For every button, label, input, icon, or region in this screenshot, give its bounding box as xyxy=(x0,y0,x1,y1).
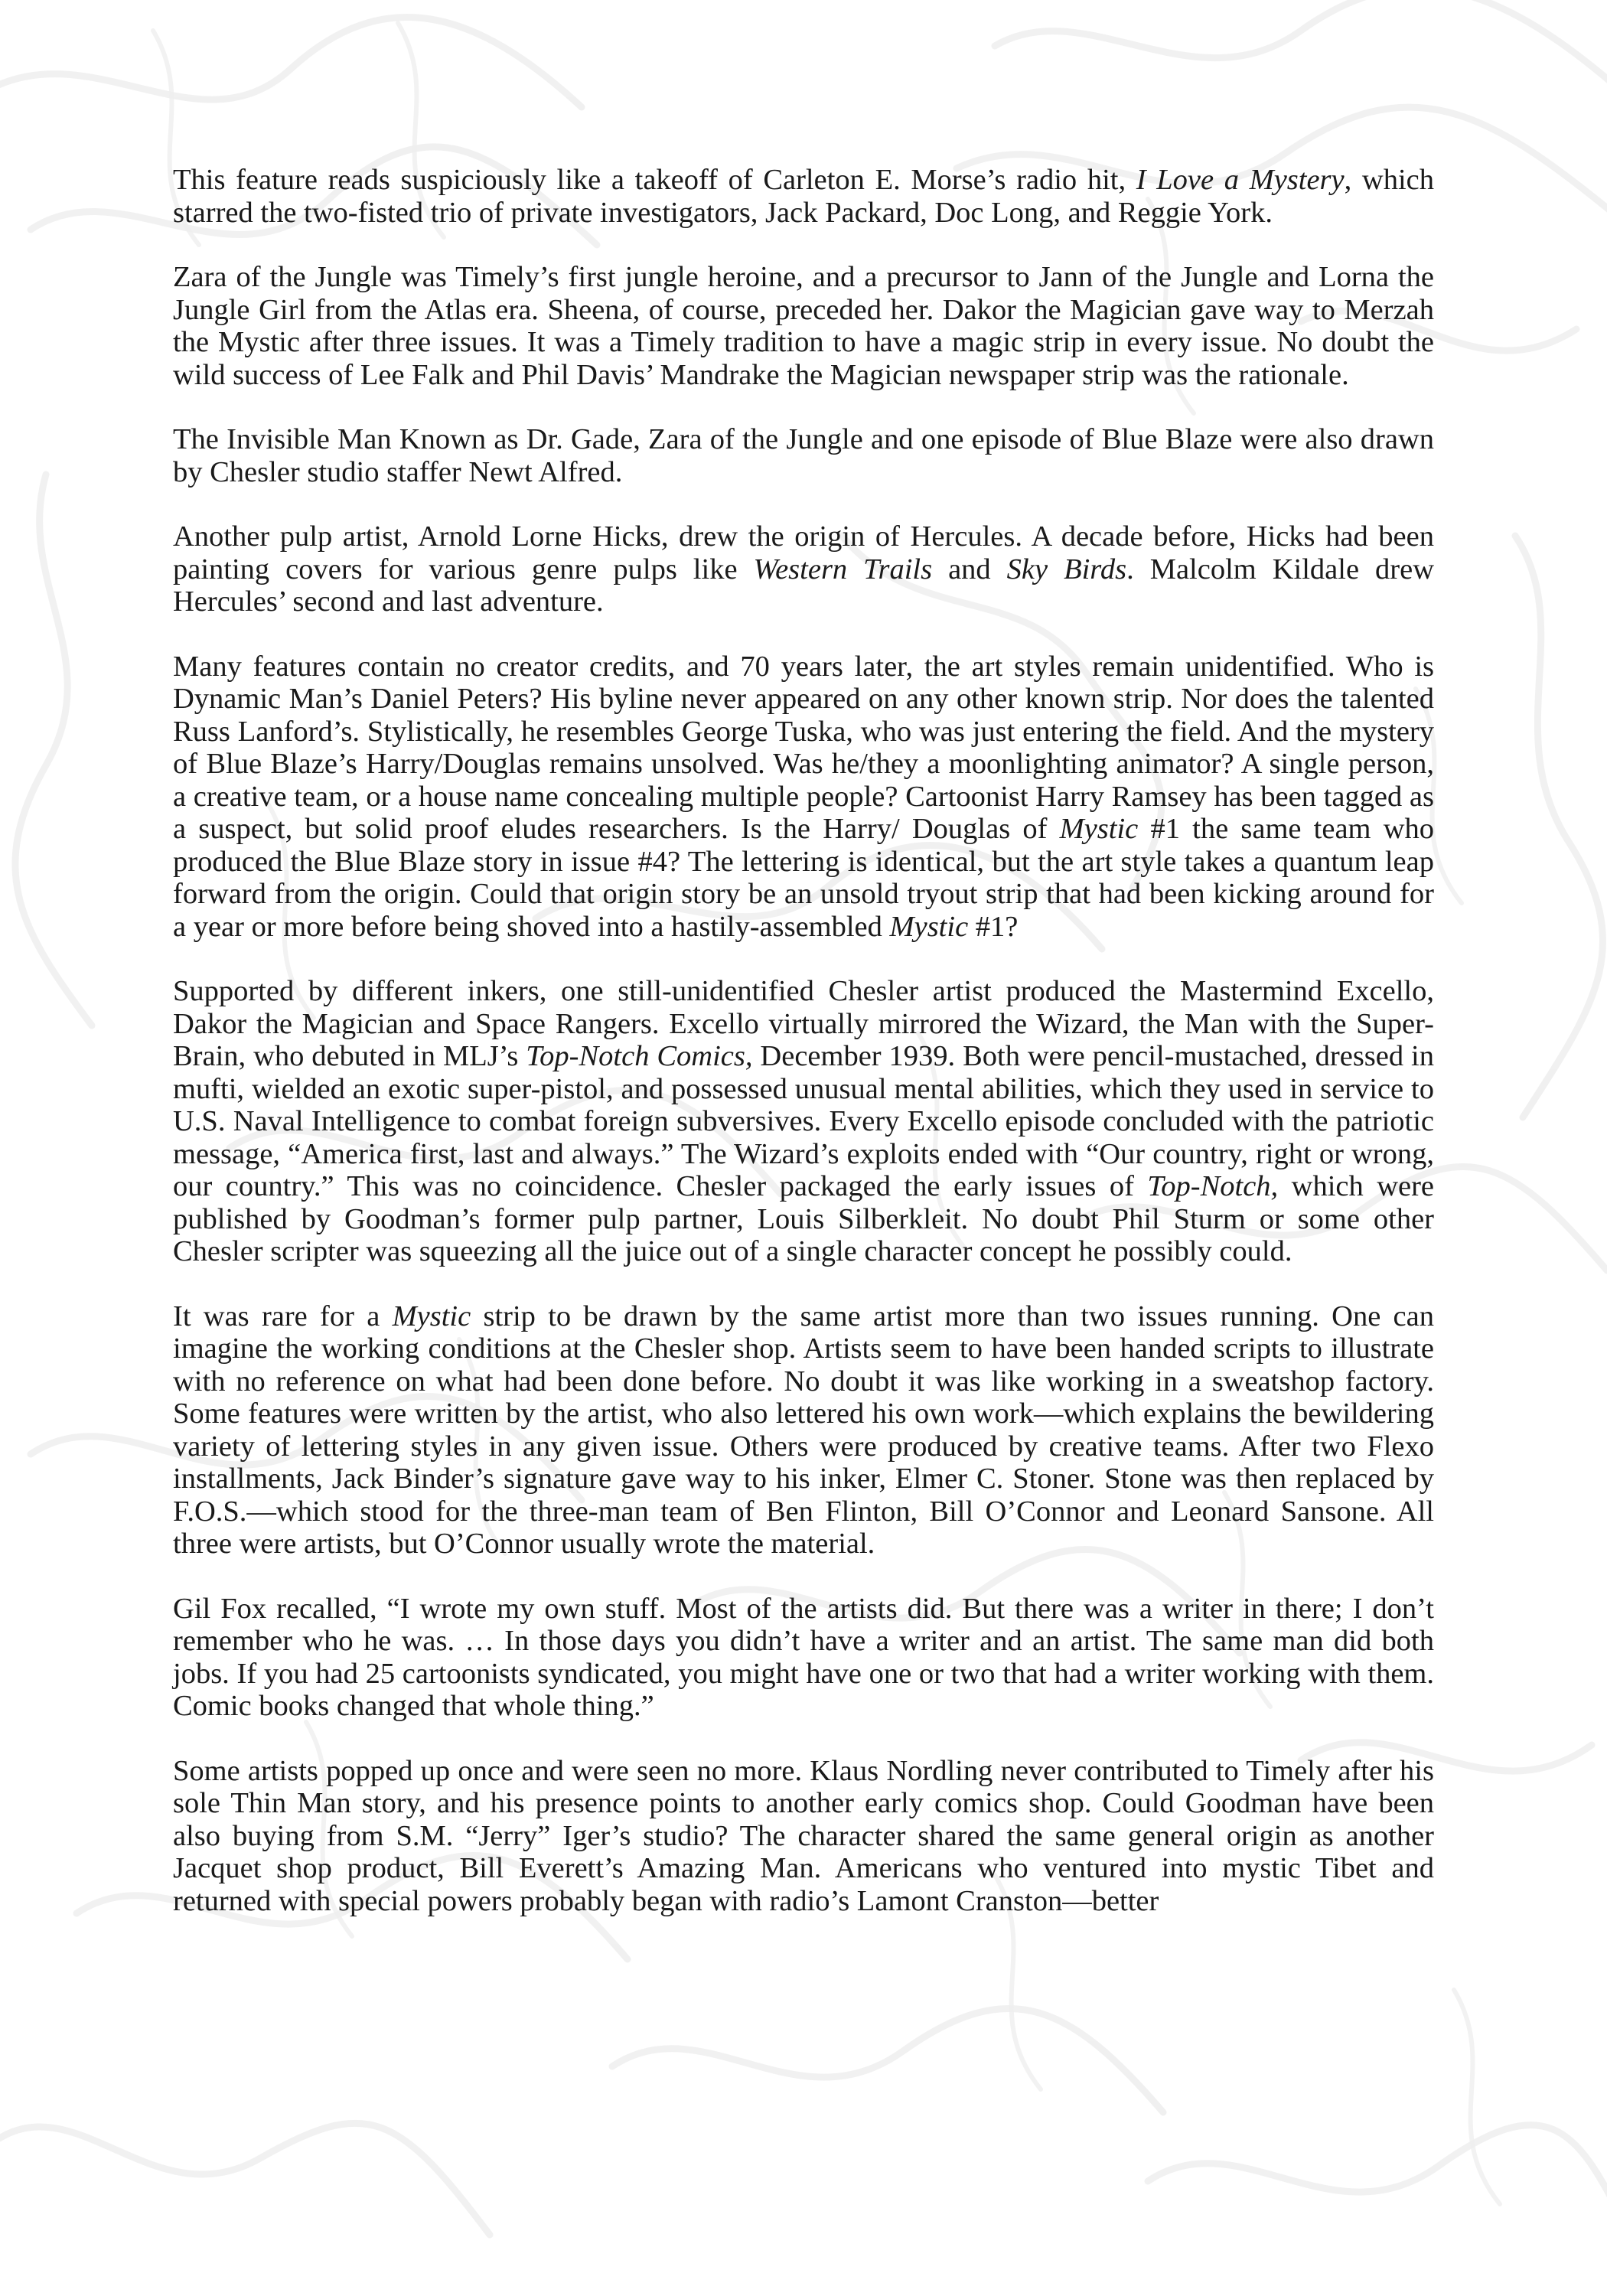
italic-title: Mystic xyxy=(392,1300,471,1332)
text-run: The Invisible Man Known as Dr. Gade, Zara of the Jungle and one episode of Blue Blaze were also drawn by Chesler studio staffer Newt Alfred. xyxy=(173,423,1434,488)
text-run: This feature reads suspiciously like a takeoff of Carleton E. Morse’s radio hit, xyxy=(173,164,1136,196)
italic-title: I Love a Mystery xyxy=(1136,164,1345,196)
text-run: Supported by different inkers, one still-unidentified Chesler artist produced the Mastermind Excello, Dakor the Magician and Space Rangers. Excello virtually mirrored the Wizard, the Man with the Super-Brain, who debuted in MLJ’s xyxy=(173,975,1434,1072)
italic-title: Sky Birds xyxy=(1006,553,1127,585)
text-run: Many features contain no creator credits, and 70 years later, the art styles remain unidentified. Who is Dynamic Man’s Daniel Peters? His byline never appeared on any other known strip. Nor does the talented Russ Lanford’s. Stylistically, he resembles George Tuska, who was just entering the field. And the mystery of Blue Blaze’s Harry/Douglas remains unsolved. Was he/they a moonlighting animator? A single person, a creative team, or a house name concealing multiple people? Cartoonist Harry Ramsey has been tagged as a suspect, but solid proof eludes researchers. Is the Harry/ Douglas of xyxy=(173,650,1434,845)
text-run: . Malcolm Kildale drew Hercules’ second and last adventure. xyxy=(173,553,1435,618)
italic-title: Top-Notch, xyxy=(1147,1170,1279,1202)
paragraph-2 xyxy=(173,261,1434,391)
paragraph-1 xyxy=(173,164,1434,229)
text-run: December 1939. Both were pencil-mustached, dressed in mufti, wielded an exotic super-pistol, and possessed unusual mental abilities, which they used in service to U.S. Naval Intelligence to combat foreign subversives. Every Excello episode concluded with the patriotic message, “America first, last and always.” The Wizard’s exploits ended with “Our country, right or wrong, our country.” This was no coincidence. Chesler packaged the early issues of xyxy=(173,1040,1434,1202)
italic-title: Western Trails xyxy=(753,553,933,585)
text-run: which were published by Goodman’s former pulp partner, Louis Silberkleit. No doubt Phil Sturm or some other Chesler scripter was squeezing all the juice out of a single character concept he possibly could. xyxy=(173,1170,1435,1267)
text-run: #1 the same team who produced the Blue Blaze story in issue #4? The lettering is identical, but the art style takes a quantum leap forward from the origin. Could that origin story be an unsold tryout strip that had been kicking around for a year or more before being shoved into a hastily-assembled xyxy=(173,813,1434,943)
text-run: It was rare for a xyxy=(173,1300,393,1332)
text-run: #1? xyxy=(968,910,1019,943)
paragraph-9 xyxy=(173,1755,1434,1918)
text-run: Some artists popped up once and were seen no more. Klaus Nordling never contributed to Timely after his sole Thin Man story, and his presence points to another early comics shop. Could Goodman have been also buying from S.M. “Jerry” Iger’s studio? The character shared the same general origin as another Jacquet shop product, Bill Everett’s Amazing Man. Americans who ventured into mystic Tibet and returned with special powers probably began with radio’s Lamont Cranston—better xyxy=(173,1754,1434,1917)
text-run: Another pulp artist, Arnold Lorne Hicks, drew the origin of Hercules. A decade before, Hicks had been painting covers for various genre pulps like xyxy=(173,520,1434,585)
text-run: strip to be drawn by the same artist more than two issues running. One can imagine the working conditions at the Chesler shop. Artists seem to have been handed scripts to illustrate with no reference on what had been done before. No doubt it was like working in a sweatshop factory. Some features were written by the artist, who also lettered his own work—which explains the bewildering variety of lettering styles in any given issue. Others were produced by creative teams. After two Flexo installments, Jack Binder’s signature gave way to his inker, Elmer C. Stoner. Stone was then replaced by F.O.S.—which stood for the three-man team of Ben Flinton, Bill O’Connor and Leonard Sansone. All three were artists, but O’Connor usually wrote the material. xyxy=(173,1300,1434,1560)
text-run: Gil Fox recalled, “I wrote my own stuff. Most of the artists did. But there was a writer in there; I don’t remember who he was. … In those days you didn’t have a writer and an artist. The same man did both jobs. If you had 25 cartoonists syndicated, you might have one or two that had a writer working with them. Comic books changed that whole thing.” xyxy=(173,1592,1434,1722)
italic-title: Top-Notch Comics, xyxy=(526,1040,753,1072)
article-body xyxy=(173,164,1434,1917)
paragraph-8 xyxy=(173,1593,1434,1723)
italic-title: Mystic xyxy=(1059,813,1139,845)
paragraph-5 xyxy=(173,651,1434,944)
text-run: , which starred the two-fisted trio of private investigators, Jack Packard, Doc Long, and Reggie York. xyxy=(173,164,1434,229)
text-run: Zara of the Jungle was Timely’s first jungle heroine, and a precursor to Jann of the Jungle and Lorna the Jungle Girl from the Atlas era. Sheena, of course, preceded her. Dakor the Magician gave way to Merzah the Mystic after three issues. It was a Timely tradition to have a magic strip in every issue. No doubt the wild success of Lee Falk and Phil Davis’ Mandrake the Magician newspaper strip was the rationale. xyxy=(173,261,1434,391)
paragraph-4 xyxy=(173,520,1434,618)
paragraph-7 xyxy=(173,1300,1434,1561)
italic-title: Mystic xyxy=(889,910,969,943)
paragraph-6 xyxy=(173,975,1434,1268)
text-run: and xyxy=(932,553,1007,585)
paragraph-3 xyxy=(173,423,1434,488)
